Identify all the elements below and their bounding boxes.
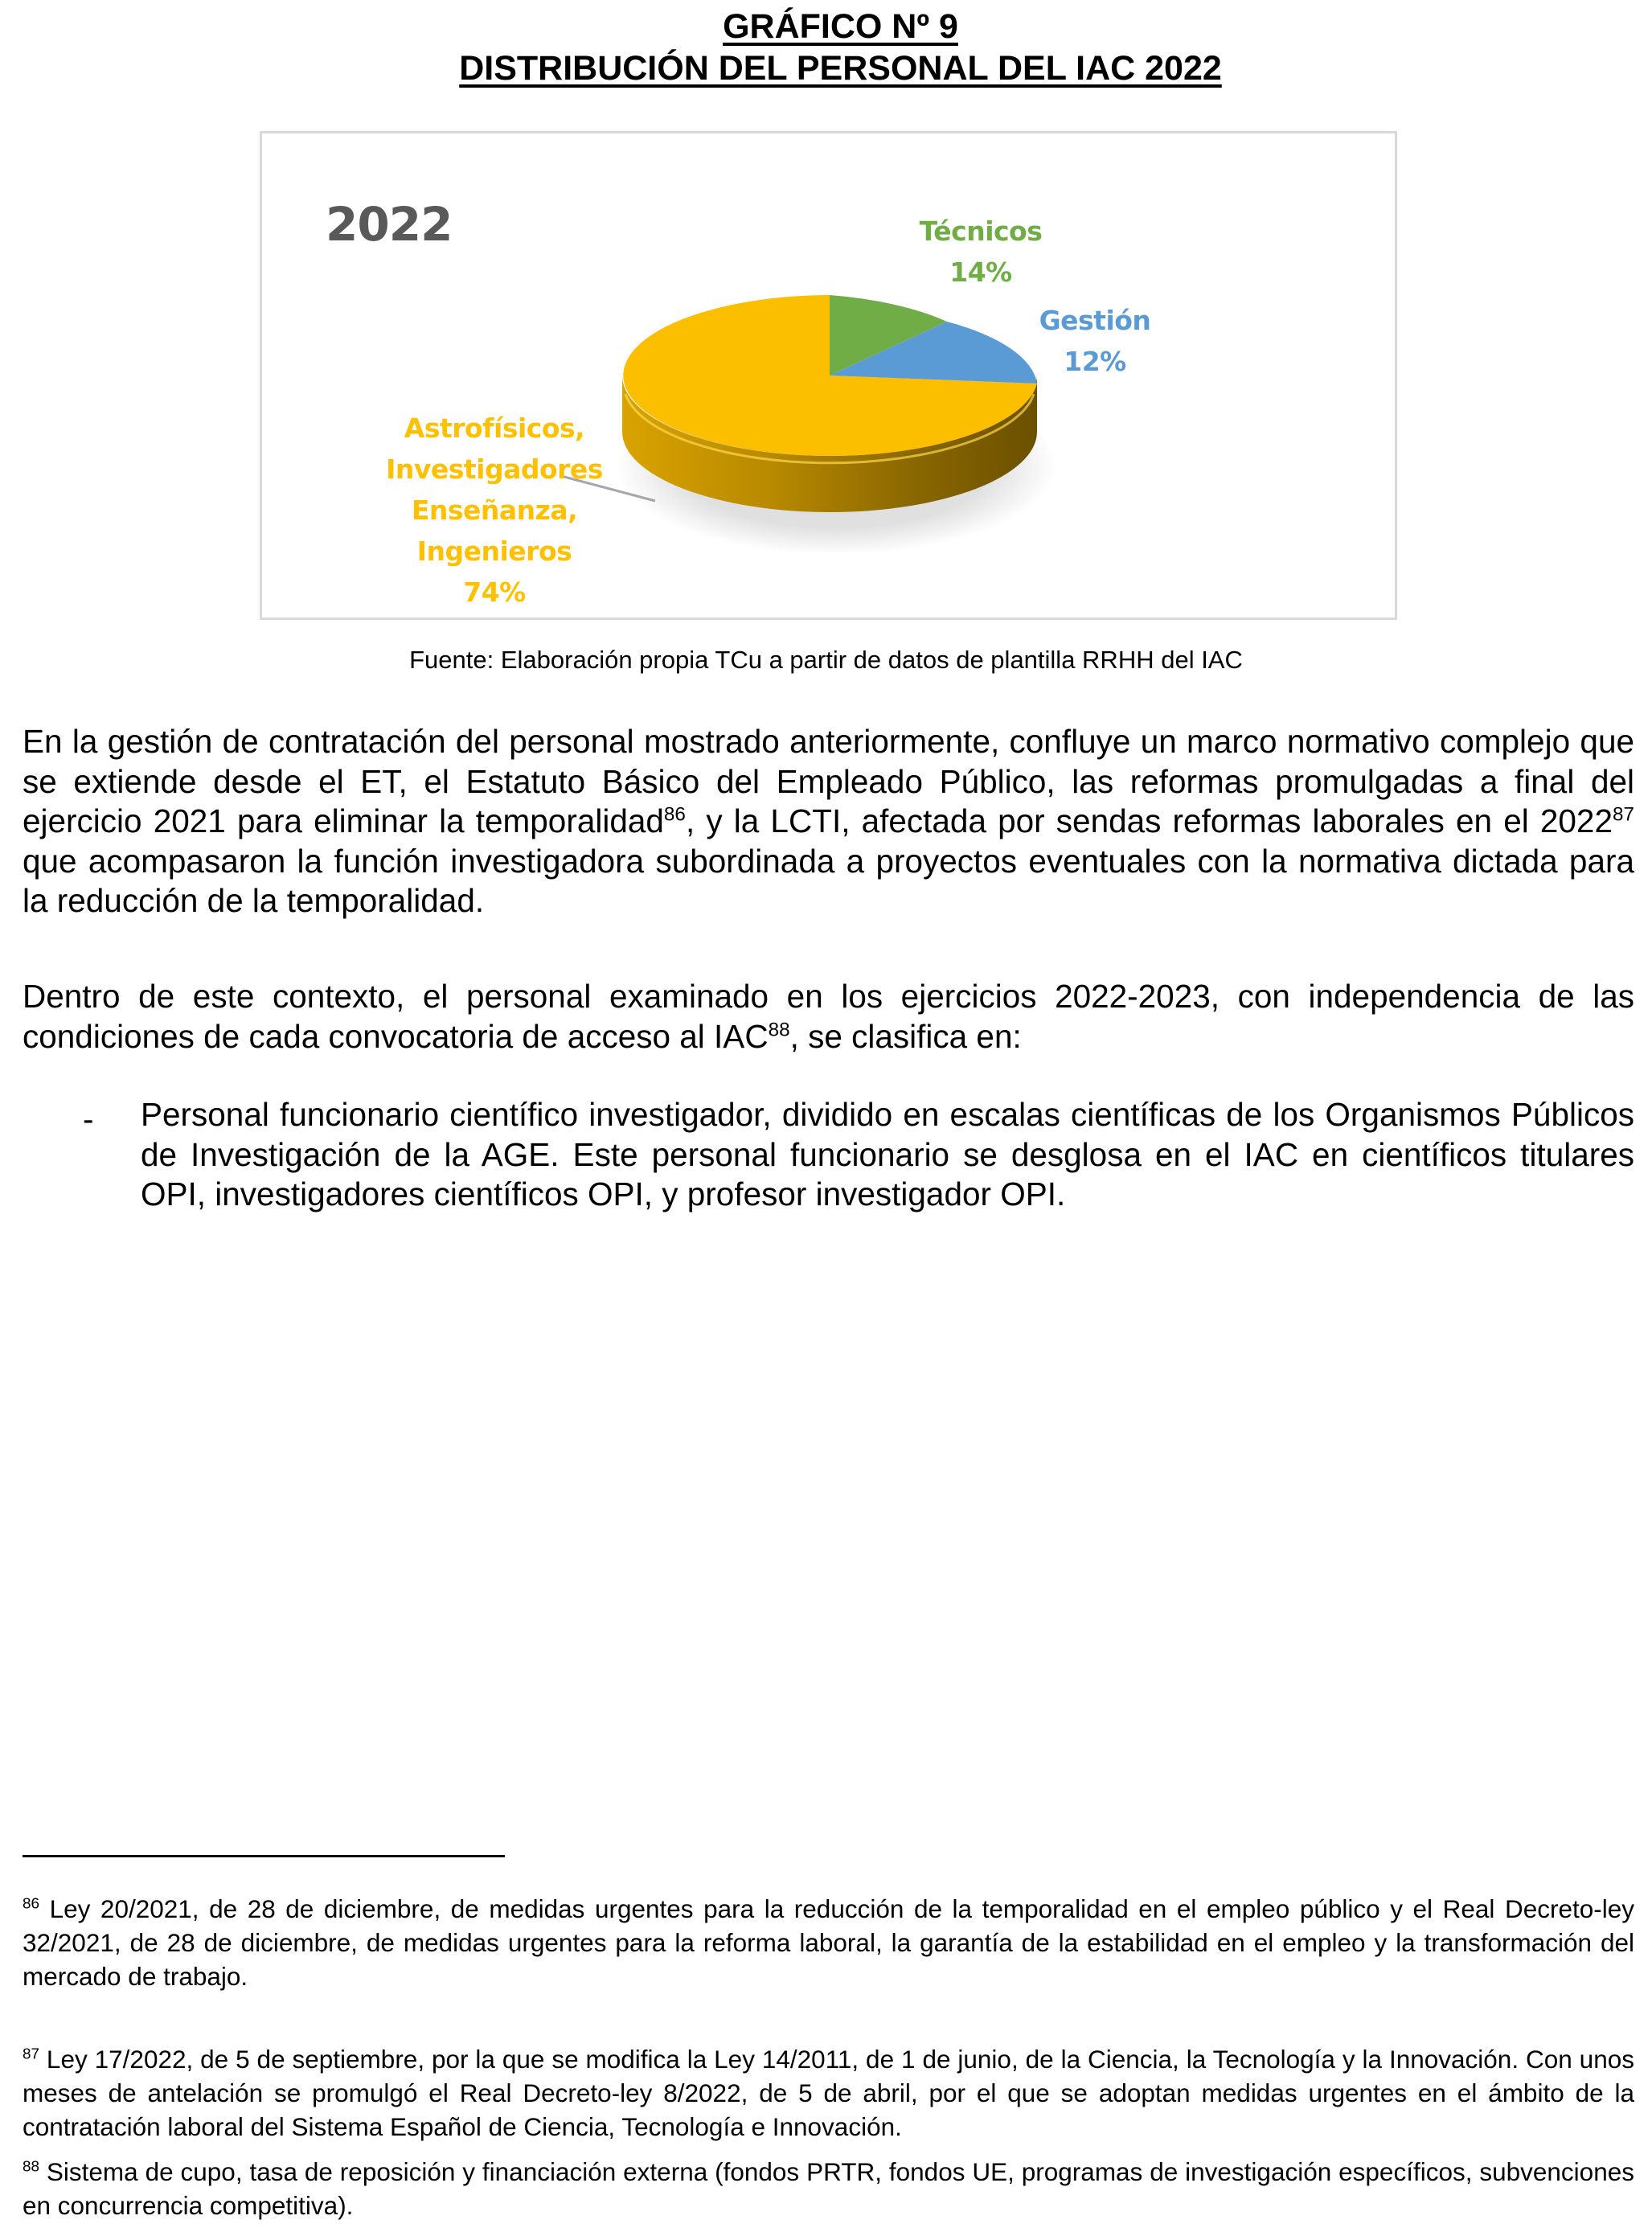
text: Dentro de este contexto, el personal examinado en los ejercicios 2022-2023, con independencia de las condiciones de cada convocatoria de acceso al IAC — [23, 978, 1634, 1055]
paragraph-2 — [23, 977, 1634, 1057]
footnote-separator — [23, 1855, 505, 1857]
label-value: 74% — [463, 576, 526, 608]
footnote-text: Ley 17/2022, de 5 de septiembre, por la que se modifica la Ley 14/2011, de 1 de junio, de la Ciencia, la Tecnología y la Innovación. Con unos meses de antelación se promulgó el Real Decreto-ley 8/2022, de 5 de abril, por el que se adoptan medidas urgentes en el ámbito de la contratación laboral del Sistema Español de Ciencia, Tecnología e Innovación. — [23, 2045, 1634, 2141]
figure-title: DISTRIBUCIÓN DEL PERSONAL DEL IAC 2022 — [459, 49, 1222, 88]
label-name-line: Investigadores — [386, 453, 603, 485]
footnote-number: 88 — [23, 2158, 40, 2176]
pie-chart-3d — [0, 0, 1652, 643]
paragraph-1 — [23, 722, 1634, 921]
footnote-ref-88[interactable]: 88 — [768, 1019, 790, 1040]
chart-year-title: 2022 — [326, 197, 453, 252]
footnote-87 — [23, 2042, 1634, 2144]
label-value: 14% — [949, 256, 1012, 288]
data-label-tecnicos — [892, 211, 1069, 293]
list-item: Personal funcionario científico investigador, dividido en escalas científicas de los Organismos Públicos de Investigación de la AGE. Este personal funcionario se desglosa en el IAC en científicos titulares OPI, investigadores científicos OPI, y profesor investigador OPI. — [141, 1096, 1634, 1212]
footnote-number: 86 — [23, 1895, 40, 1913]
footnote-ref-86[interactable]: 86 — [663, 803, 686, 826]
footnote-ref-87[interactable]: 87 — [1612, 803, 1634, 826]
footnote-number: 87 — [23, 2045, 40, 2063]
label-value: 12% — [1064, 346, 1126, 377]
label-name-line: Astrofísicos, — [404, 412, 585, 444]
text: , se clasifica en: — [789, 1017, 1022, 1055]
text: , y la LCTI, afectada por sendas reformas laborales en el 2022 — [685, 802, 1613, 839]
figure-number-title: GRÁFICO Nº 9 — [723, 7, 958, 46]
footnote-text: Ley 20/2021, de 28 de diciembre, de medidas urgentes para la reducción de la temporalidad en el empleo público y el Real Decreto-ley 32/2021, de 28 de diciembre, de medidas urgentes para la reforma laboral, la garantía de la estabilidad en el empleo y la transformación del mercado de trabajo. — [23, 1894, 1634, 1991]
data-label-astrofisicos — [378, 408, 611, 613]
list-bullet-dash: - — [83, 1101, 94, 1138]
label-name: Gestión — [1039, 305, 1151, 336]
footnote-text: Sistema de cupo, tasa de reposición y financiación externa (fondos PRTR, fondos UE, programas de investigación específicos, subvenciones en concurrencia competitiva). — [23, 2157, 1634, 2220]
label-name-line: Enseñanza, — [411, 494, 578, 526]
footnote-86 — [23, 1892, 1634, 1993]
figure-source-caption: Fuente: Elaboración propia TCu a partir de datos de plantilla RRHH del IAC — [409, 646, 1243, 674]
label-name: Técnicos — [919, 215, 1043, 247]
footnote-88 — [23, 2155, 1634, 2222]
text: En la gestión de contratación del personal mostrado anteriormente, confluye un marco normativo complejo que se extiende desde el ET, el Estatuto Básico del Empleado Público, las reformas promulgadas a final del ejercicio 2021 para eliminar la temporalidad — [23, 723, 1634, 839]
text: que acompasaron la función investigadora subordinada a proyectos eventuales con la normativa dictada para la reducción de la temporalidad. — [23, 842, 1634, 919]
data-label-gestion — [1015, 300, 1175, 382]
label-name-line: Ingenieros — [416, 535, 572, 567]
